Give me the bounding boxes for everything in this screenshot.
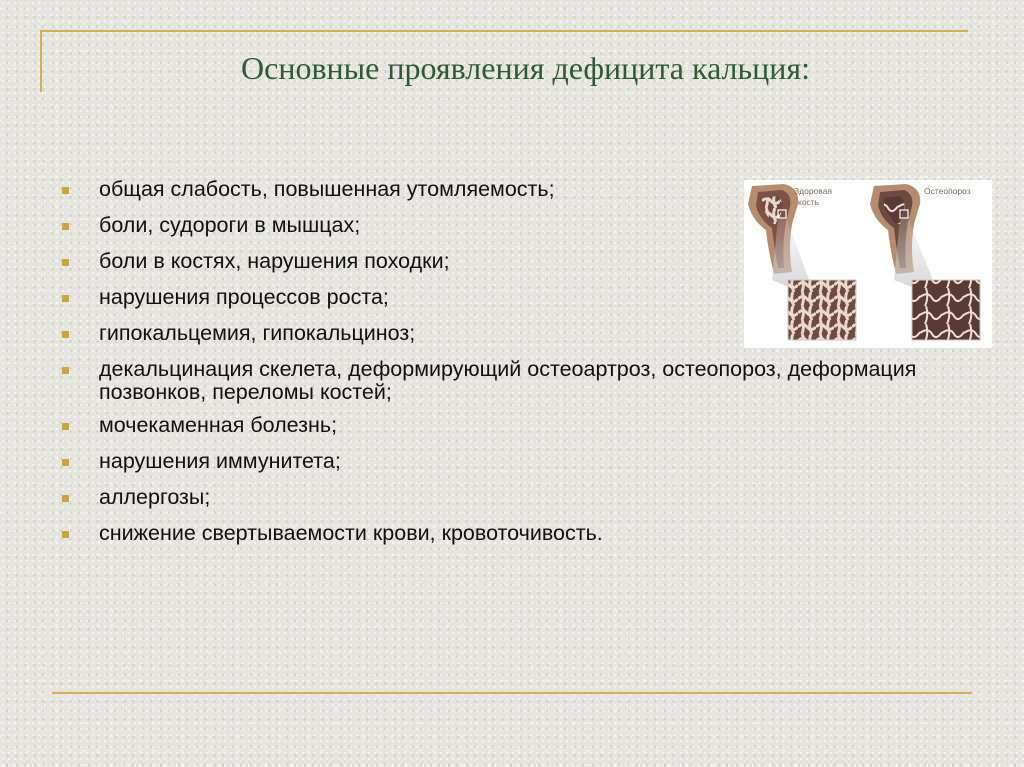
- square-bullet-icon: [62, 459, 69, 466]
- healthy-bone-icon: [748, 184, 856, 340]
- list-item-text: общая слабость, повышенная утомляемость;: [99, 177, 555, 201]
- list-item-text: боли, судороги в мышцах;: [99, 213, 361, 237]
- list-item: [60, 358, 940, 404]
- square-bullet-icon: [62, 367, 69, 374]
- square-bullet-icon: [62, 259, 69, 266]
- osteoporosis-caption: Остеопороз: [924, 186, 971, 196]
- list-item: [60, 414, 940, 437]
- list-item-text: декальцинация скелета, деформирующий остеоартроз, остеопороз, деформация позвонков, переломы костей;: [99, 357, 917, 404]
- square-bullet-icon: [62, 331, 69, 338]
- square-bullet-icon: [62, 187, 69, 194]
- list-item-text: нарушения иммунитета;: [99, 449, 341, 473]
- list-item: [60, 522, 940, 545]
- list-item-text: гипокальцемия, гипокальциноз;: [99, 321, 416, 345]
- list-item: [60, 486, 940, 509]
- list-item: [60, 450, 940, 473]
- list-item-text: нарушения процессов роста;: [99, 285, 389, 309]
- square-bullet-icon: [62, 223, 69, 230]
- bone-illustration-svg: [744, 180, 992, 348]
- slide-title: Основные проявления дефицита кальция:: [241, 50, 810, 86]
- list-item-text: аллергозы;: [99, 485, 211, 509]
- healthy-bone-caption-line2: кость: [798, 197, 820, 207]
- list-item-text: мочекаменная болезнь;: [99, 413, 338, 437]
- osteoporosis-bone-icon: [870, 184, 980, 340]
- list-item-text: снижение свертываемости крови, кровоточивость.: [99, 521, 603, 545]
- left-accent-line: [40, 30, 42, 92]
- square-bullet-icon: [62, 495, 69, 502]
- bottom-accent-line: [52, 692, 972, 694]
- square-bullet-icon: [62, 531, 69, 538]
- square-bullet-icon: [62, 295, 69, 302]
- list-item-text: боли в костях, нарушения походки;: [99, 249, 450, 273]
- top-accent-line: [40, 30, 968, 32]
- square-bullet-icon: [62, 423, 69, 430]
- bone-comparison-illustration: [744, 180, 992, 348]
- healthy-bone-caption-line1: Здоровая: [794, 186, 833, 196]
